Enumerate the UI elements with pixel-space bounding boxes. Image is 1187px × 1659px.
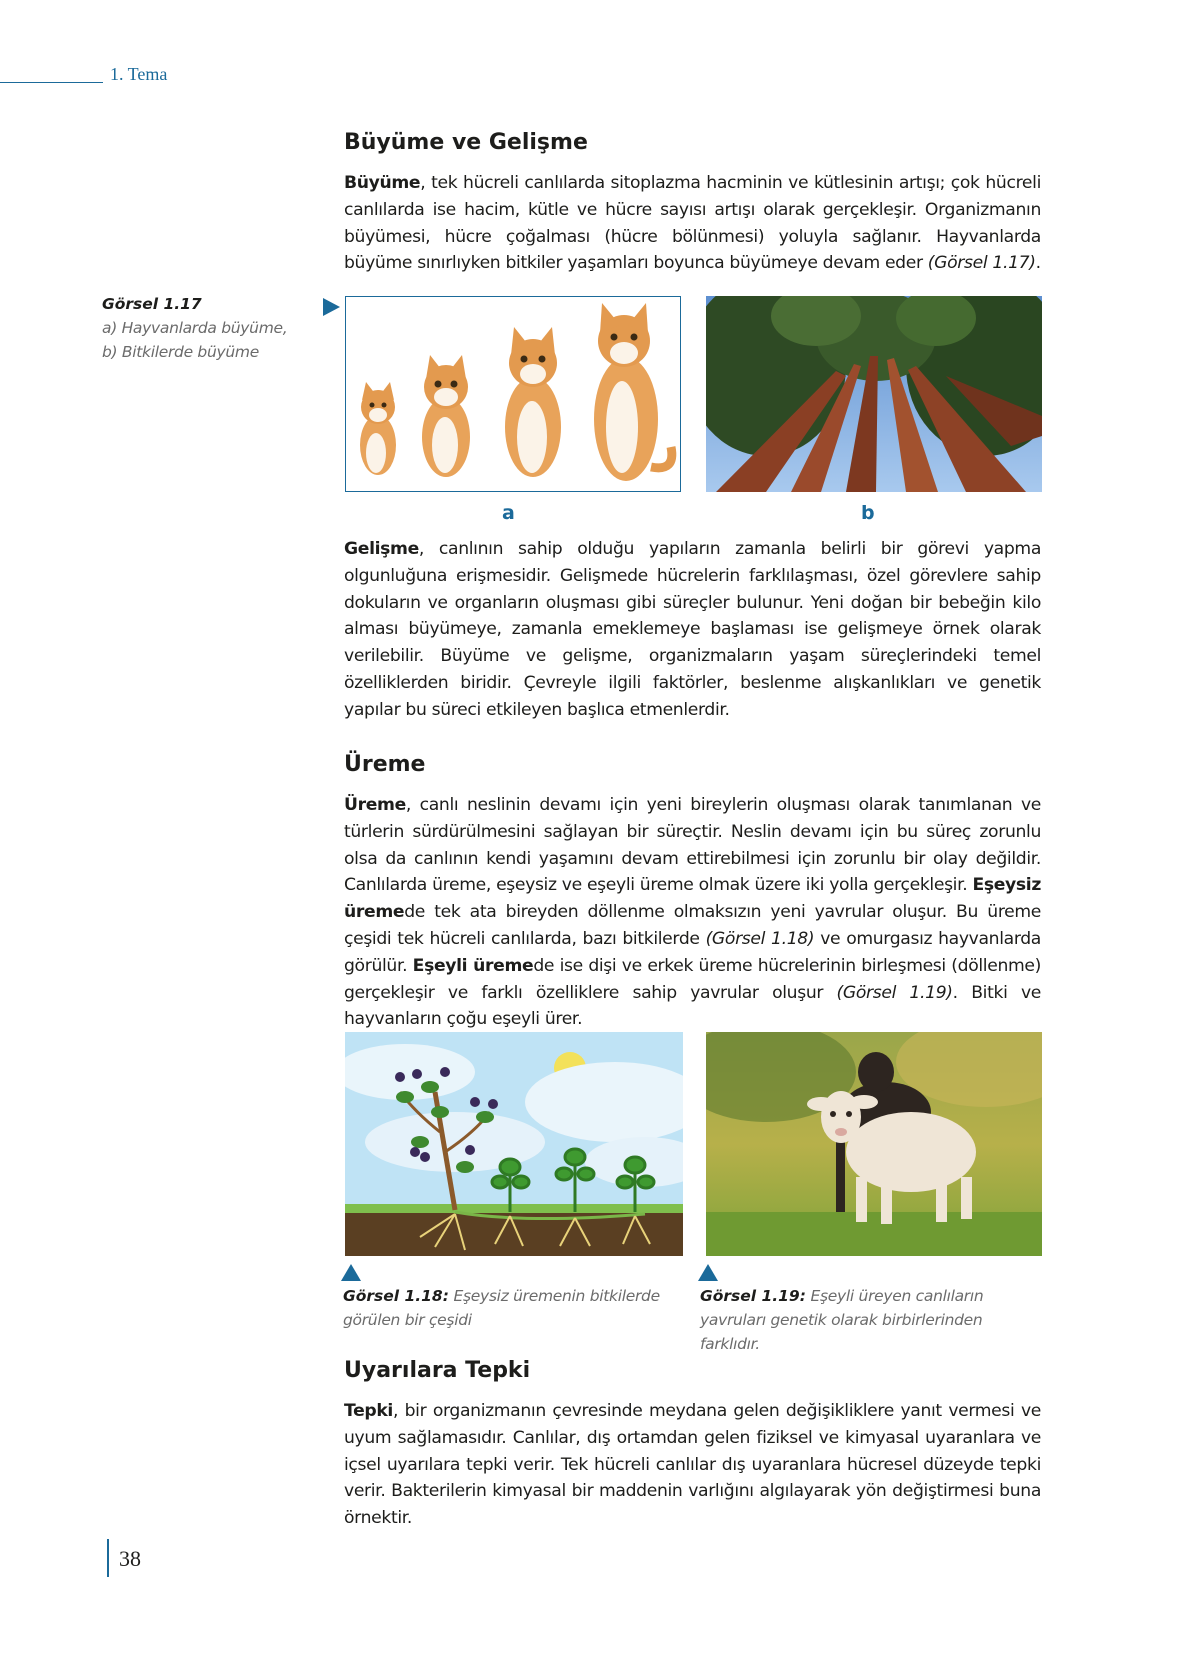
- figure-label-a: a: [502, 502, 515, 524]
- page-number: 38: [119, 1546, 141, 1571]
- cat-adult: [594, 303, 672, 481]
- header-rule: [0, 82, 103, 83]
- reproduction-text-1: , canlı neslinin devamı için yeni bireylerin oluşması olarak tanımlanan ve türlerin sürdürülmesini sağlayan bir süreçtir. Neslin devamı için bu süreç zorunlu olsa da canlının kendi yaşamını devam ettirebilmesi için zorunlu bir olay değildir. Canlılarda üreme, eşeysiz ve eşeyli üreme olmak üzere iki yolla gerçekleşir.: [344, 795, 1041, 896]
- reproduction-text-2: de tek ata bireyden döllenme olmaksızın yeni yavrular oluşur. Bu üreme çeşidi tek hücreli canlılarda, bazı bitkilerde: [344, 902, 1041, 949]
- paragraph-development: [344, 536, 1041, 724]
- section-title-growth: Büyüme ve Gelişme: [344, 130, 588, 155]
- kitten-large: [505, 327, 561, 477]
- kittens-growth-image: [345, 296, 681, 492]
- figure-119-arrow-icon: [698, 1264, 718, 1281]
- paragraph-growth-end: .: [1035, 253, 1041, 274]
- figure-ref-119: (Görsel 1.19): [836, 982, 953, 1003]
- paragraph-development-text: , canlının sahip olduğu yapıların zamanla belirli bir görevi yapma olgunluğuna erişmesidir. Gelişmede hücrelerin farklılaşması, özel görevlere sahip dokuların ve organların oluşması gibi süreçler bulunur. Yeni doğan bir bebeğin kilo alması büyümeye, zamanla emeklemeye başlaması ise gelişmeye örnek olarak verilebilir. Büyüme ve gelişme, organizmaların yaşam süreçlerindeki temel özelliklerden biridir. Çevreyle ilgili faktörler, beslenme alışkanlıkları ve genetik yapılar bu süreci etkileyen başlıca etmenlerdir.: [344, 539, 1041, 720]
- figure-118-title: Görsel 1.18:: [343, 1287, 449, 1305]
- term-growth: Büyüme: [344, 173, 421, 193]
- paragraph-response: [344, 1398, 1041, 1532]
- figure-117-caption: [102, 292, 292, 364]
- kitten-medium: [422, 355, 470, 477]
- paragraph-response-text: , bir organizmanın çevresinde meydana gelen değişikliklere yanıt vermesi ve uyum sağlamasıdır. Canlılar, dış ortamdan gelen fiziksel ve kimyasal uyaranlara ve içsel uyarılara tepki verir. Tek hücreli canlılar dış uyaranlara hücresel düzeyde tepki verir. Bakterilerin kimyasal bir maddenin varlığını algılayarak yön değiştirmesi buna örnektir.: [344, 1401, 1041, 1529]
- reproduction-text-3: ve omurgasız hayvanlarda görülür.: [344, 928, 1041, 976]
- pointer-arrow-icon: [323, 298, 340, 316]
- figure-119-title: Görsel 1.19:: [700, 1287, 806, 1305]
- page-number-bar: [107, 1539, 109, 1577]
- figure-119-text: Eşeyli üreyen canlıların yavruları genetik olarak birbirlerinden farklıdır.: [700, 1287, 984, 1353]
- term-sexual: Eşeyli üreme: [412, 955, 534, 976]
- kitten-small: [360, 382, 396, 475]
- term-response: Tepki: [344, 1401, 393, 1421]
- figure-118-caption: [343, 1284, 678, 1332]
- figure-label-b: b: [861, 502, 875, 524]
- plant-asexual-reproduction-image: [345, 1032, 683, 1256]
- figure-ref-118: (Görsel 1.18): [705, 928, 815, 949]
- figure-119-caption: [700, 1284, 1040, 1356]
- sequoia-trees-image: [706, 296, 1042, 492]
- paragraph-growth-text: , tek hücreli canlılarda sitoplazma hacminin ve kütlesinin artışı; çok hücreli canlılarda ise hacim, kütle ve hücre sayısı artışı olarak gerçekleşir. Organizmanın büyümesi, hücre çoğalması (hücre bölünmesi) yoluyla sağlanır. Hayvanlarda büyüme sınırlıyken bitkiler yaşamları boyunca büyümeye devam eder: [344, 173, 1041, 274]
- reproduction-text-5: . Bitki ve hayvanların çoğu eşeyli ürer.: [344, 982, 1042, 1030]
- term-development: Gelişme: [344, 539, 419, 559]
- figure-117-line-a: a) Hayvanlarda büyüme,: [102, 319, 288, 337]
- term-reproduction: Üreme: [344, 795, 406, 815]
- lambs-image: [706, 1032, 1042, 1256]
- paragraph-reproduction: [344, 792, 1041, 1033]
- figure-118-arrow-icon: [341, 1264, 361, 1281]
- term-asexual: Eşeysiz üreme: [344, 875, 1041, 923]
- figure-117-title: Görsel 1.17: [102, 295, 202, 313]
- figure-117-line-b: b) Bitkilerde büyüme: [102, 343, 259, 361]
- chapter-label: 1. Tema: [110, 64, 168, 84]
- reproduction-text-4: de ise dişi ve erkek üreme hücrelerinin birleşmesi (döllenme) gerçekleşir ve farklı özelliklere sahip yavrular oluşur: [344, 955, 1041, 1003]
- figure-118-text: Eşeysiz üremenin bitkilerde görülen bir çeşidi: [343, 1287, 660, 1329]
- paragraph-growth: [344, 170, 1041, 277]
- figure-ref-117: (Görsel 1.17): [927, 253, 1036, 274]
- section-title-reproduction: Üreme: [344, 752, 426, 777]
- section-title-response: Uyarılara Tepki: [344, 1358, 531, 1383]
